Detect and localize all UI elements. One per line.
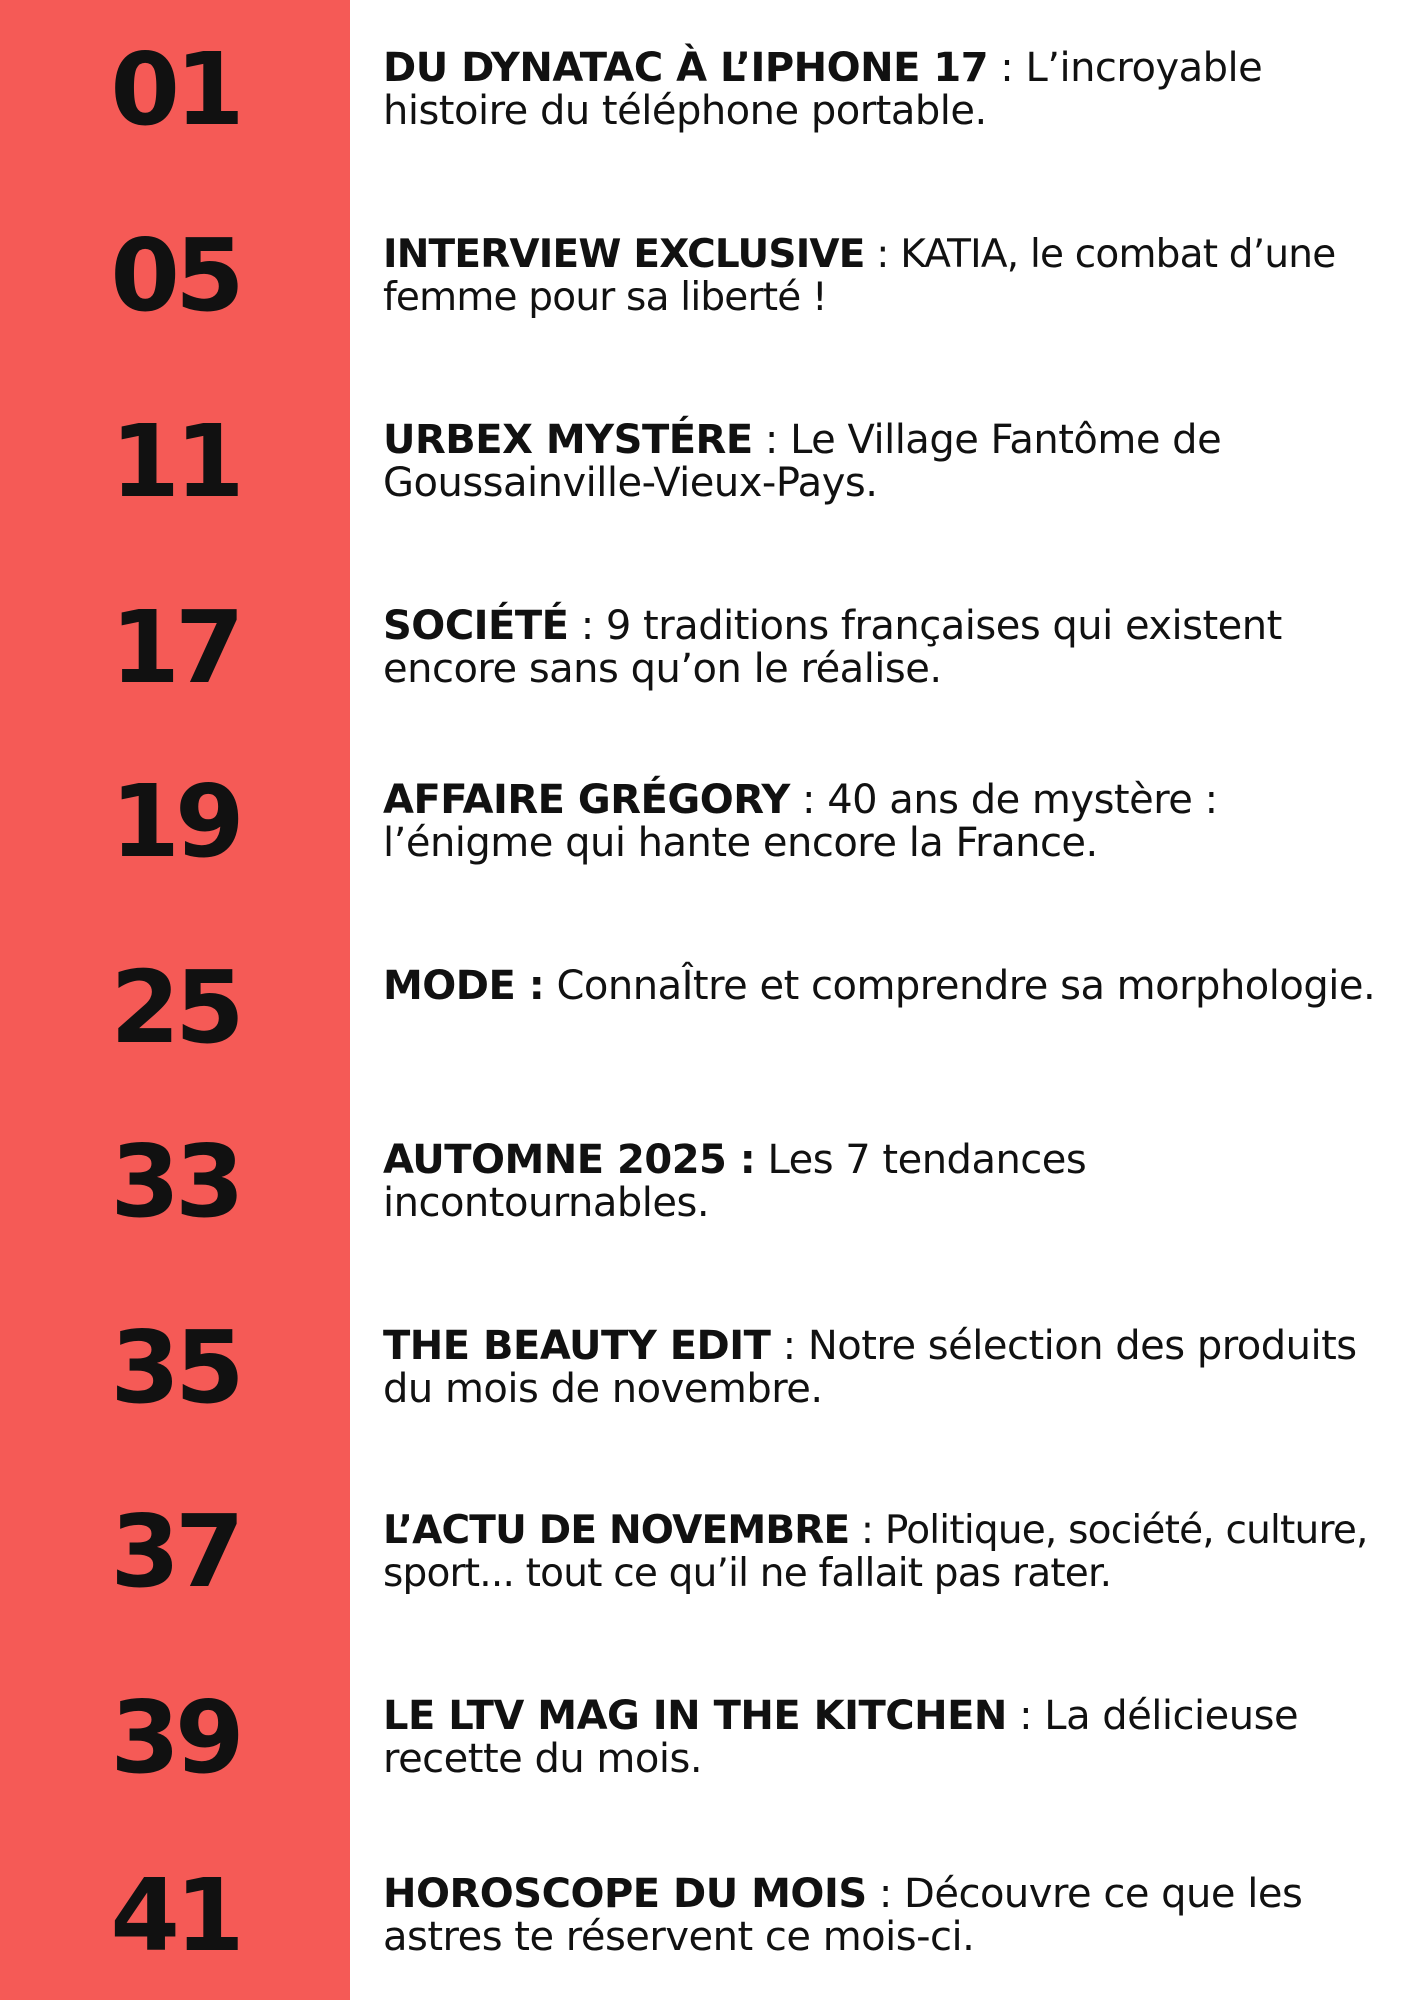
- page-number: 39: [110, 1679, 240, 1796]
- page-number: 19: [110, 763, 240, 880]
- entry-title: THE BEAUTY EDIT: [383, 1323, 771, 1369]
- entry-text: [383, 47, 1383, 133]
- entry-description: Découvre ce que les astres te réservent ce mois-ci.: [383, 1871, 1303, 1960]
- toc-entry-page-01[interactable]: [0, 31, 1414, 190]
- page-number: 37: [110, 1493, 240, 1610]
- toc-entry-page-25[interactable]: [0, 949, 1414, 1108]
- entry-description: 9 traditions françaises qui existent encore sans qu’on le réalise.: [383, 603, 1282, 692]
- toc-entry-page-05[interactable]: [0, 217, 1414, 376]
- entry-title: DU DYNATAC À L’IPHONE 17: [383, 45, 989, 91]
- toc-entry-page-17[interactable]: [0, 589, 1414, 748]
- entry-text: [383, 779, 1383, 865]
- page-number: 35: [110, 1309, 240, 1426]
- entry-text: [383, 605, 1383, 691]
- entry-separator: :: [1006, 1693, 1045, 1739]
- entry-separator: :: [568, 603, 606, 649]
- toc-entry-page-39[interactable]: [0, 1679, 1414, 1838]
- entry-text: [383, 233, 1383, 319]
- entry-separator: :: [849, 1508, 885, 1553]
- entry-text: [383, 1695, 1383, 1781]
- page-number: 01: [110, 31, 240, 148]
- entry-text: [383, 965, 1383, 1008]
- entry-title: SOCIÉTÉ: [383, 603, 569, 649]
- entry-title: L’ACTU DE NOVEMBRE: [383, 1508, 850, 1553]
- entry-text: [383, 1325, 1383, 1411]
- page-number: 05: [110, 217, 240, 334]
- entry-description: L’incroyable histoire du téléphone portable.: [383, 45, 1263, 134]
- entry-title: AFFAIRE GRÉGORY: [383, 777, 790, 823]
- entry-description: Notre sélection des produits du mois de novembre.: [383, 1323, 1357, 1412]
- entry-title: HOROSCOPE DU MOIS: [383, 1871, 867, 1917]
- entry-description: KATIA, le combat d’une femme pour sa liberté !: [383, 232, 1336, 320]
- entry-title: URBEX MYSTÉRE: [383, 417, 753, 463]
- entry-separator: :: [789, 777, 828, 823]
- page-number: 17: [110, 589, 240, 706]
- toc-entry-page-35[interactable]: [0, 1309, 1414, 1468]
- entry-title: INTERVIEW EXCLUSIVE: [383, 232, 865, 277]
- entry-separator: :: [752, 417, 791, 463]
- entry-separator: :: [866, 1871, 905, 1917]
- entry-separator: [755, 1137, 767, 1183]
- entry-text: [383, 419, 1383, 505]
- entry-separator: :: [770, 1323, 808, 1369]
- entry-title: AUTOMNE 2025 :: [383, 1137, 756, 1183]
- page-number: 11: [110, 403, 240, 520]
- entry-separator: :: [864, 232, 901, 277]
- entry-description: La délicieuse recette du mois.: [383, 1693, 1299, 1782]
- toc-entry-page-37[interactable]: [0, 1493, 1414, 1652]
- entry-description: ConnaÎtre et comprendre sa morphologie.: [556, 963, 1376, 1009]
- entry-separator: [544, 963, 556, 1009]
- entry-description: 40 ans de mystère : l’énigme qui hante encore la France.: [383, 777, 1218, 866]
- page-number: 25: [110, 949, 240, 1066]
- entry-text: [383, 1873, 1383, 1959]
- toc-entry-page-33[interactable]: [0, 1123, 1414, 1282]
- entry-description: Le Village Fantôme de Goussainville-Vieux-Pays.: [383, 417, 1222, 506]
- toc-entry-page-11[interactable]: [0, 403, 1414, 562]
- entry-description: Politique, société, culture, sport... tout ce qu’il ne fallait pas rater.: [383, 1508, 1368, 1596]
- entry-text: [383, 1509, 1383, 1595]
- entry-separator: :: [988, 45, 1026, 91]
- toc-entry-page-19[interactable]: [0, 763, 1414, 922]
- page-number: 41: [110, 1857, 240, 1974]
- page-number: 33: [110, 1123, 240, 1240]
- entry-title: MODE :: [383, 963, 545, 1009]
- entry-title: LE LTV MAG IN THE KITCHEN: [383, 1693, 1007, 1739]
- entry-description: Les 7 tendances incontournables.: [383, 1137, 1087, 1226]
- entry-text: [383, 1139, 1383, 1225]
- toc-entry-page-41[interactable]: [0, 1857, 1414, 2016]
